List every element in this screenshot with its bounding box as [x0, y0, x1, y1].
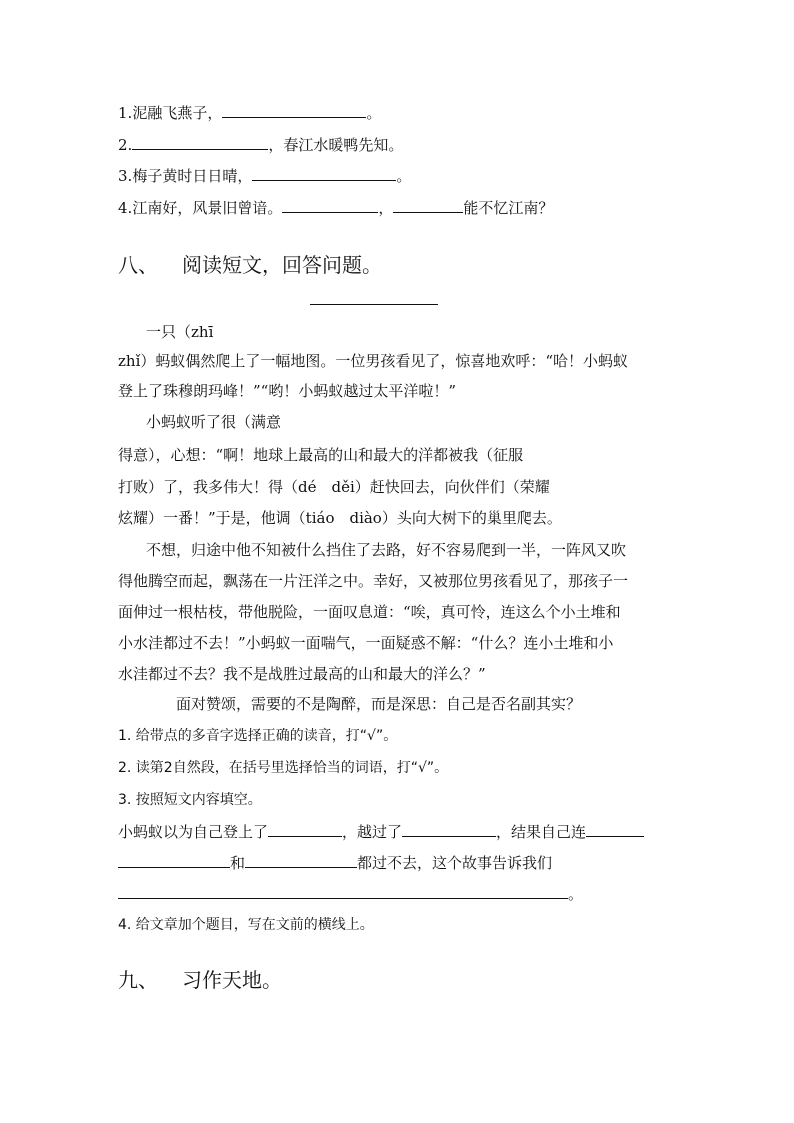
- answer-blank[interactable]: [245, 852, 357, 868]
- fill-text: 小蚂蚁以为自己登上了: [118, 823, 269, 841]
- passage-line: 一只（zhī: [146, 323, 214, 341]
- poem-text: 泥融飞燕子，: [132, 104, 223, 122]
- section-number: 八、: [118, 253, 158, 277]
- poem-text: 江南好，风景旧曾谙。: [132, 199, 283, 217]
- answer-blank[interactable]: [132, 134, 268, 150]
- section-number: 九、: [118, 968, 158, 992]
- fill-text: ，结果自己连: [496, 823, 587, 841]
- passage-line: 打败）了，我多伟大！得（dé děi）赶快回去，向伙伴们（荣耀: [118, 478, 550, 496]
- passage-line: 不想，归途中他不知被什么挡住了去路，好不容易爬到一半，一阵风又吹: [146, 541, 627, 559]
- question-number: 2.: [118, 136, 133, 154]
- question-3-fill-line-2: [118, 852, 552, 873]
- answer-blank[interactable]: [586, 821, 644, 837]
- answer-blank[interactable]: [118, 883, 568, 899]
- question-number: 1.: [118, 104, 133, 122]
- answer-blank[interactable]: [282, 197, 378, 213]
- poem-question-4: [118, 197, 553, 218]
- answer-blank[interactable]: [118, 852, 230, 868]
- fill-text: ，越过了: [342, 823, 403, 841]
- question-3-fill-line-3: [118, 883, 583, 904]
- poem-question-1: [118, 102, 381, 123]
- section-title: 阅读短文，回答问题。: [182, 253, 382, 277]
- poem-text: 能不忆江南？: [463, 199, 554, 217]
- section-9-heading: [118, 967, 282, 993]
- punctuation: 。: [396, 167, 412, 185]
- answer-blank[interactable]: [268, 821, 342, 837]
- passage-line: 得意），心想：“啊！地球上最高的山和最大的洋都被我（征服: [118, 446, 524, 464]
- fill-text: 和: [230, 854, 246, 872]
- section-8-heading: [118, 252, 382, 278]
- passage-line: 登上了珠穆朗玛峰！”“哟！小蚂蚁越过太平洋啦！”: [118, 382, 457, 400]
- answer-blank[interactable]: [252, 165, 396, 181]
- poem-question-3: [118, 165, 411, 186]
- question-3-fill-line-1: [118, 821, 644, 842]
- section-title: 习作天地。: [182, 968, 282, 992]
- question-4: 4. 给文章加个题目，写在文前的横线上。: [118, 917, 374, 933]
- poem-text: ，春江水暖鸭先知。: [268, 136, 404, 154]
- question-number: 3.: [118, 167, 133, 185]
- passage-line: 炫耀）一番！”于是，他调（tiáo diào）头向大树下的巢里爬去。: [118, 509, 562, 527]
- punctuation: ，: [378, 199, 394, 217]
- fill-text: 都过不去，这个故事告诉我们: [357, 854, 553, 872]
- question-3: 3. 按照短文内容填空。: [118, 792, 262, 808]
- answer-blank[interactable]: [393, 197, 463, 213]
- passage-line: zhǐ）蚂蚁偶然爬上了一幅地图。一位男孩看见了，惊喜地欢呼：“哈！小蚂蚁: [118, 352, 629, 370]
- passage-line: 面伸过一根枯枝，带他脱险，一面叹息道：“唉，真可怜，连这么个小土堆和: [118, 603, 621, 621]
- punctuation: 。: [568, 885, 584, 903]
- passage-title-blank[interactable]: [310, 304, 438, 305]
- question-1: 1. 给带点的多音字选择正确的读音，打“√”。: [118, 728, 398, 744]
- question-number: 4.: [118, 199, 133, 217]
- poem-question-2: [118, 134, 403, 155]
- passage-line: 小水洼都过不去！”小蚂蚁一面喘气，一面疑惑不解：“什么？连小土堆和小: [118, 634, 614, 652]
- passage-line: 小蚂蚁听了很（满意: [146, 413, 282, 431]
- answer-blank[interactable]: [402, 821, 496, 837]
- poem-text: 梅子黄时日日晴，: [132, 167, 253, 185]
- passage-moral: 面对赞颂，需要的不是陶醉，而是深思：自己是否名副其实？: [176, 695, 582, 713]
- passage-line: 水洼都过不去？我不是战胜过最高的山和最大的洋么？”: [118, 665, 486, 683]
- passage-line: 得他腾空而起，飘荡在一片汪洋之中。幸好，又被那位男孩看见了，那孩子一: [118, 572, 629, 590]
- answer-blank[interactable]: [222, 102, 366, 118]
- punctuation: 。: [366, 104, 382, 122]
- question-2: 2. 读第2自然段，在括号里选择恰当的词语，打“√”。: [118, 760, 449, 776]
